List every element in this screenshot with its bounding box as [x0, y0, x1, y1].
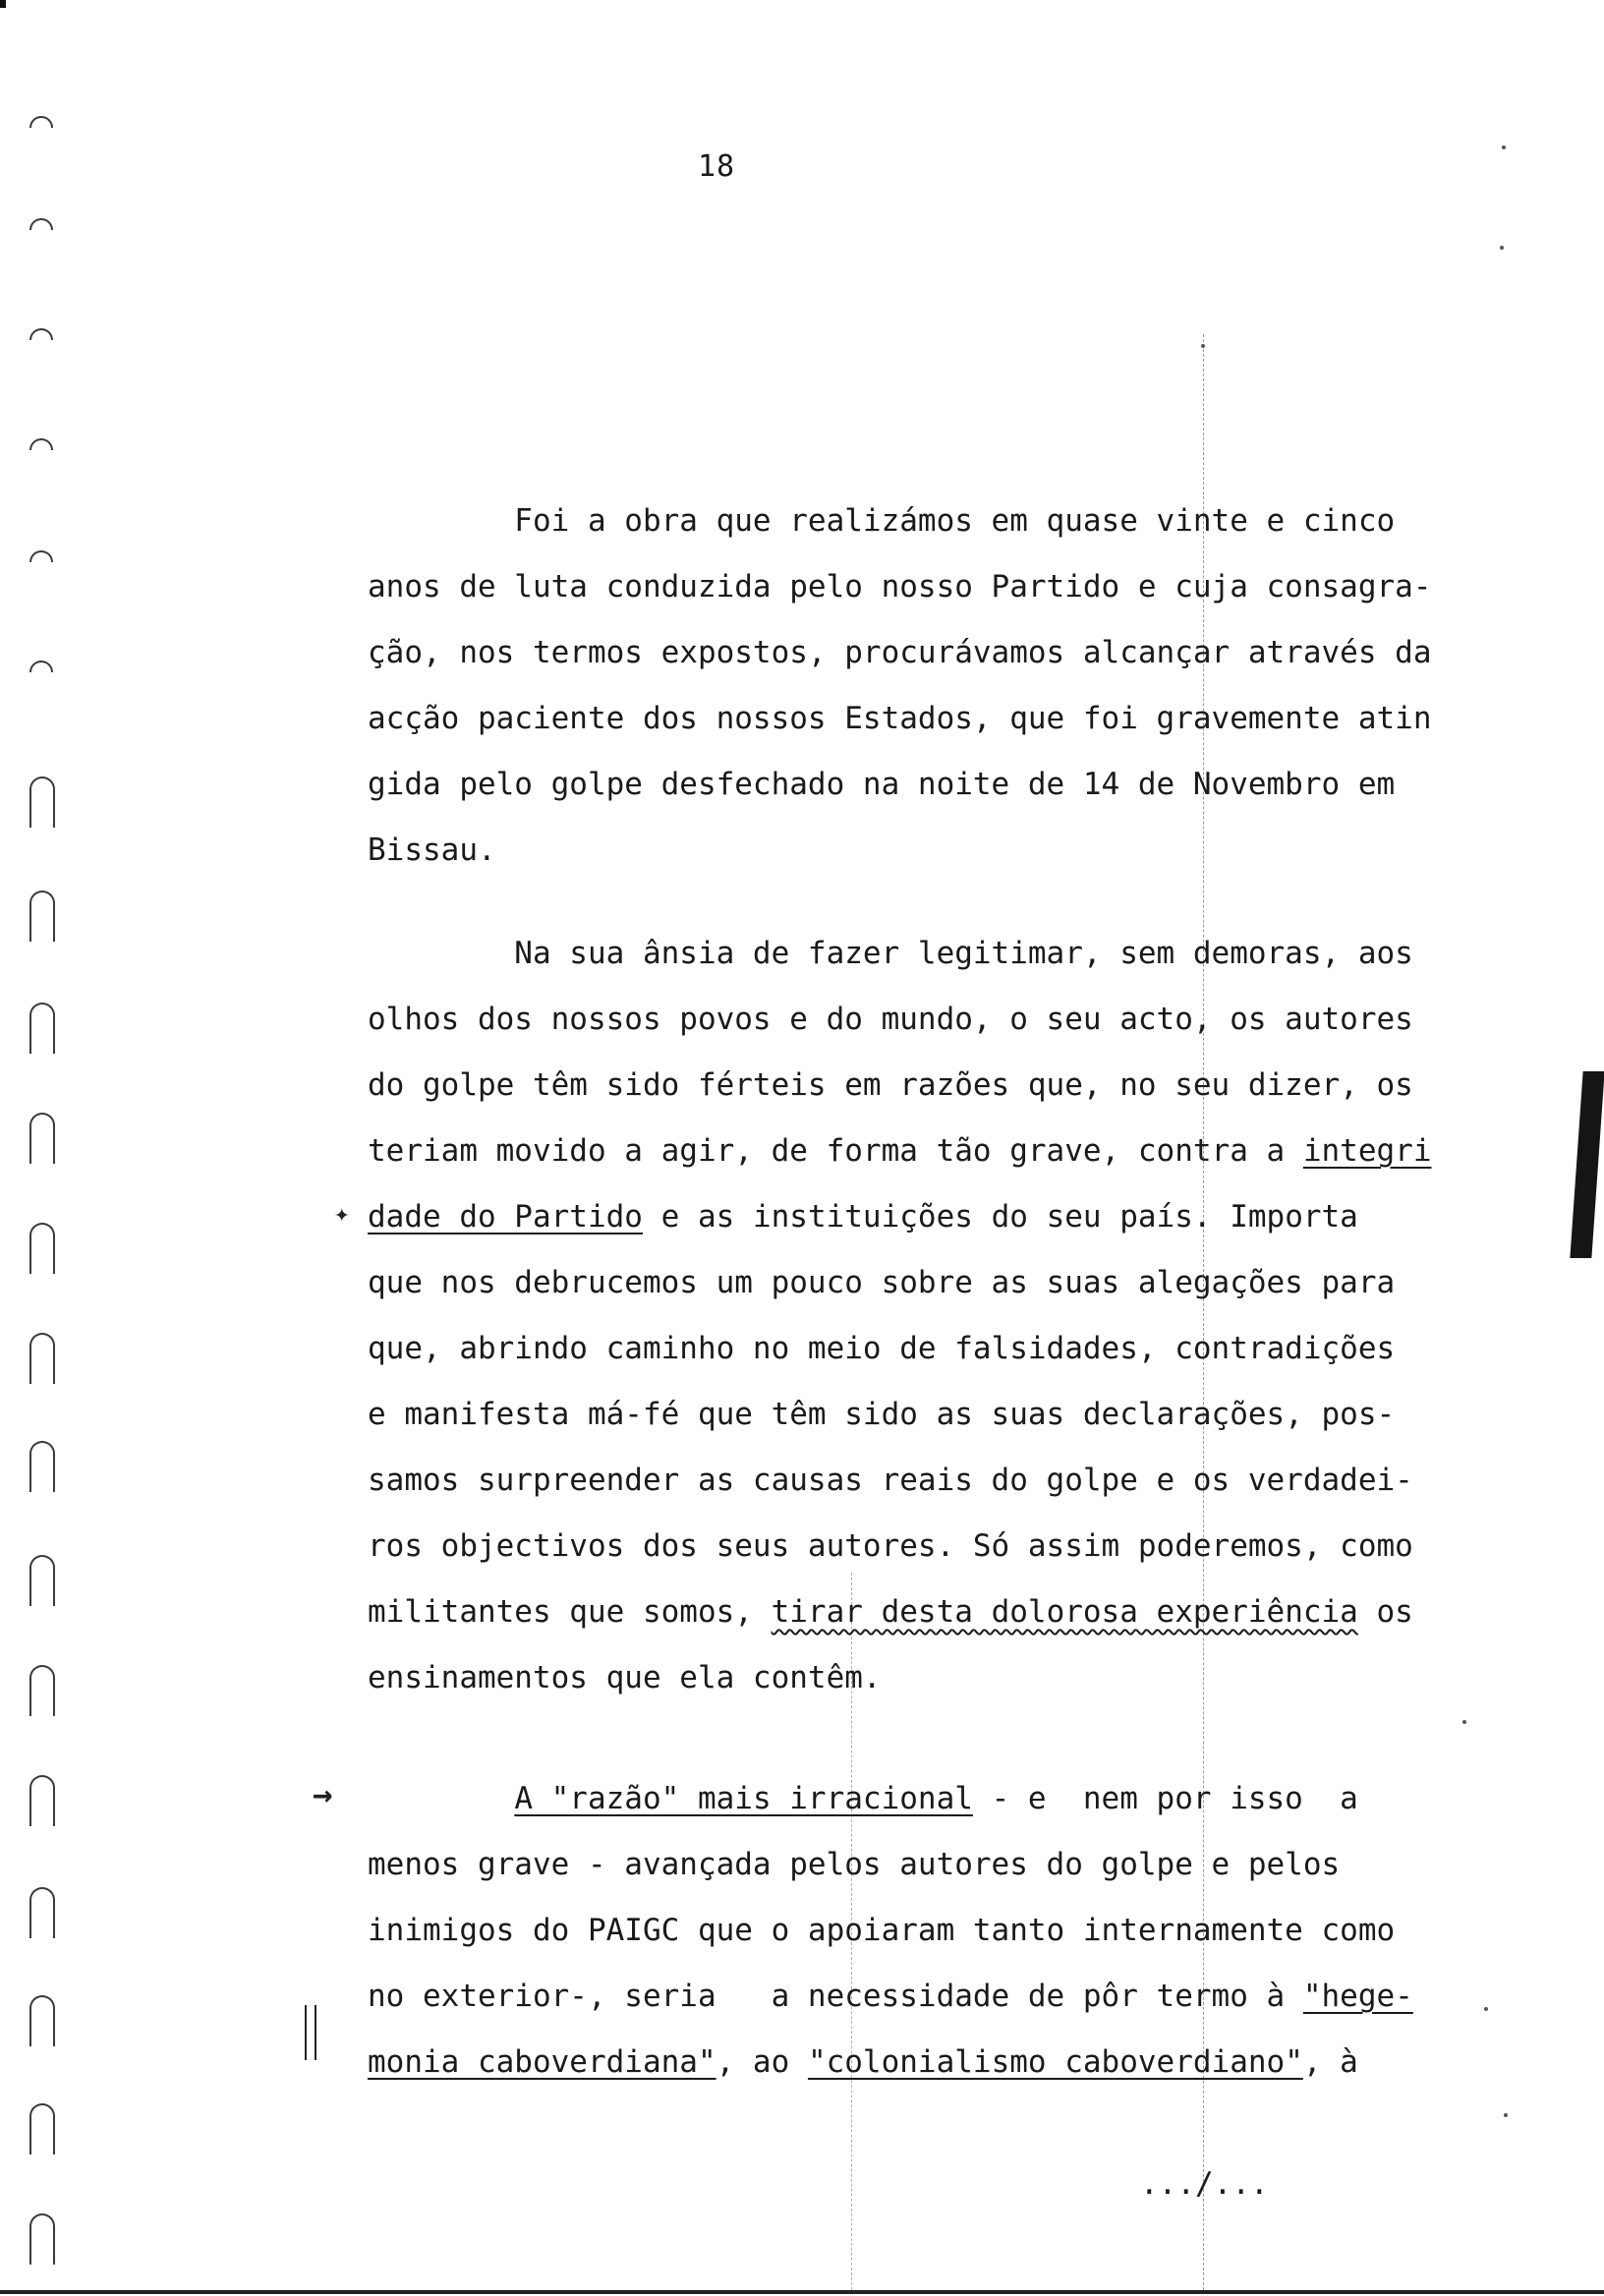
text-line: acção paciente dos nossos Estados, que foi gravemente atin	[368, 701, 1432, 736]
wavy-underlined-text: tirar desta dolorosa experiência	[771, 1594, 1358, 1630]
text-line: ros objectivos dos seus autores. Só assim poderemos, como	[368, 1528, 1413, 1564]
underlined-text: "hege-	[1302, 1979, 1413, 2014]
text-line: ção, nos termos expostos, procurávamos alcançar através da	[368, 635, 1432, 670]
continuation-mark: .../...	[1140, 2166, 1269, 2202]
underlined-text: dade do Partido	[368, 1199, 643, 1234]
text-line	[368, 1592, 1413, 1632]
page-number: 18	[698, 149, 736, 184]
binder-hole	[29, 1995, 55, 2046]
binder-hole	[29, 776, 55, 828]
text-line	[368, 1197, 1358, 1236]
text-line: menos grave - avançada pelos autores do golpe e pelos	[368, 1847, 1341, 1882]
text-line: gida pelo golpe desfechado na noite de 14 de Novembro em	[368, 767, 1396, 802]
text-line: Bissau.	[368, 832, 496, 868]
text-line: Na sua ânsia de fazer legitimar, sem demoras, aos	[368, 936, 1413, 971]
text-line	[368, 1131, 1432, 1171]
text-line	[368, 1779, 1358, 1818]
binder-hole	[29, 1113, 55, 1164]
asterisk-mark: ✦	[334, 1199, 350, 1229]
text-line: olhos dos nossos povos e do mundo, o seu acto, os autores	[368, 1002, 1413, 1037]
text-line: e manifesta má-fé que têm sido as suas declarações, pos-	[368, 1397, 1396, 1432]
underlined-text: monia caboverdiana"	[368, 2044, 716, 2080]
text-line: ensinamentos que ela contêm.	[368, 1660, 882, 1695]
scan-speck	[1484, 2007, 1488, 2011]
arrow-mark: →	[313, 1775, 333, 1814]
text-line: que, abrindo caminho no meio de falsidades, contradições	[368, 1331, 1396, 1366]
binder-hole	[29, 438, 53, 450]
binder-hole	[29, 1003, 55, 1054]
text-segment: os	[1357, 1594, 1413, 1630]
text-segment: , à	[1302, 2044, 1358, 2080]
text-segment: , ao	[716, 2044, 808, 2080]
scan-speck	[1502, 145, 1506, 149]
binder-hole	[29, 1887, 55, 1938]
scan-speck	[1504, 2113, 1508, 2117]
binder-hole	[29, 2103, 55, 2154]
binder-hole	[29, 550, 53, 562]
binder-hole	[29, 660, 53, 672]
text-segment	[368, 1781, 514, 1816]
binder-hole	[29, 116, 53, 128]
text-line: anos de luta conduzida pelo nosso Partido e cuja consagra-	[368, 569, 1432, 604]
text-line: que nos debrucemos um pouco sobre as suas alegações para	[368, 1265, 1396, 1300]
binder-hole	[29, 218, 53, 230]
scan-speck	[1201, 344, 1205, 348]
binder-hole	[29, 890, 55, 942]
binder-hole	[29, 1441, 55, 1492]
scan-speck	[1500, 246, 1504, 250]
text-line	[368, 1977, 1413, 2016]
margin-double-bar	[305, 2005, 316, 2060]
text-line: Foi a obra que realizámos em quase vinte e cinco	[368, 503, 1396, 539]
text-segment: militantes que somos,	[368, 1594, 772, 1630]
binder-hole	[29, 2213, 55, 2265]
text-segment: e as instituições do seu país. Importa	[642, 1199, 1358, 1234]
binder-hole	[29, 1775, 55, 1826]
scan-edge-mark	[0, 0, 6, 8]
text-line	[368, 2042, 1358, 2082]
text-segment: no exterior-, seria a necessidade de pôr termo à	[368, 1979, 1303, 2014]
text-line: samos surpreender as causas reais do golpe e os verdadei-	[368, 1463, 1413, 1498]
scan-speck	[1462, 1720, 1466, 1724]
binder-hole	[29, 1555, 55, 1606]
text-segment: - e nem por isso a	[972, 1781, 1358, 1816]
underlined-text: integri	[1302, 1133, 1432, 1169]
text-line: inimigos do PAIGC que o apoiaram tanto internamente como	[368, 1913, 1396, 1948]
binder-hole	[29, 1223, 55, 1274]
binder-hole	[29, 328, 53, 340]
bottom-edge	[0, 2290, 1604, 2294]
text-segment: teriam movido a agir, de forma tão grave, contra a	[368, 1133, 1303, 1169]
underlined-text: A "razão" mais irracional	[514, 1781, 973, 1816]
right-edge-marker	[1570, 1071, 1604, 1258]
binder-hole	[29, 1665, 55, 1716]
text-line: do golpe têm sido férteis em razões que, no seu dizer, os	[368, 1067, 1413, 1103]
binder-hole	[29, 1333, 55, 1384]
underlined-text: "colonialismo caboverdiano"	[807, 2044, 1303, 2080]
